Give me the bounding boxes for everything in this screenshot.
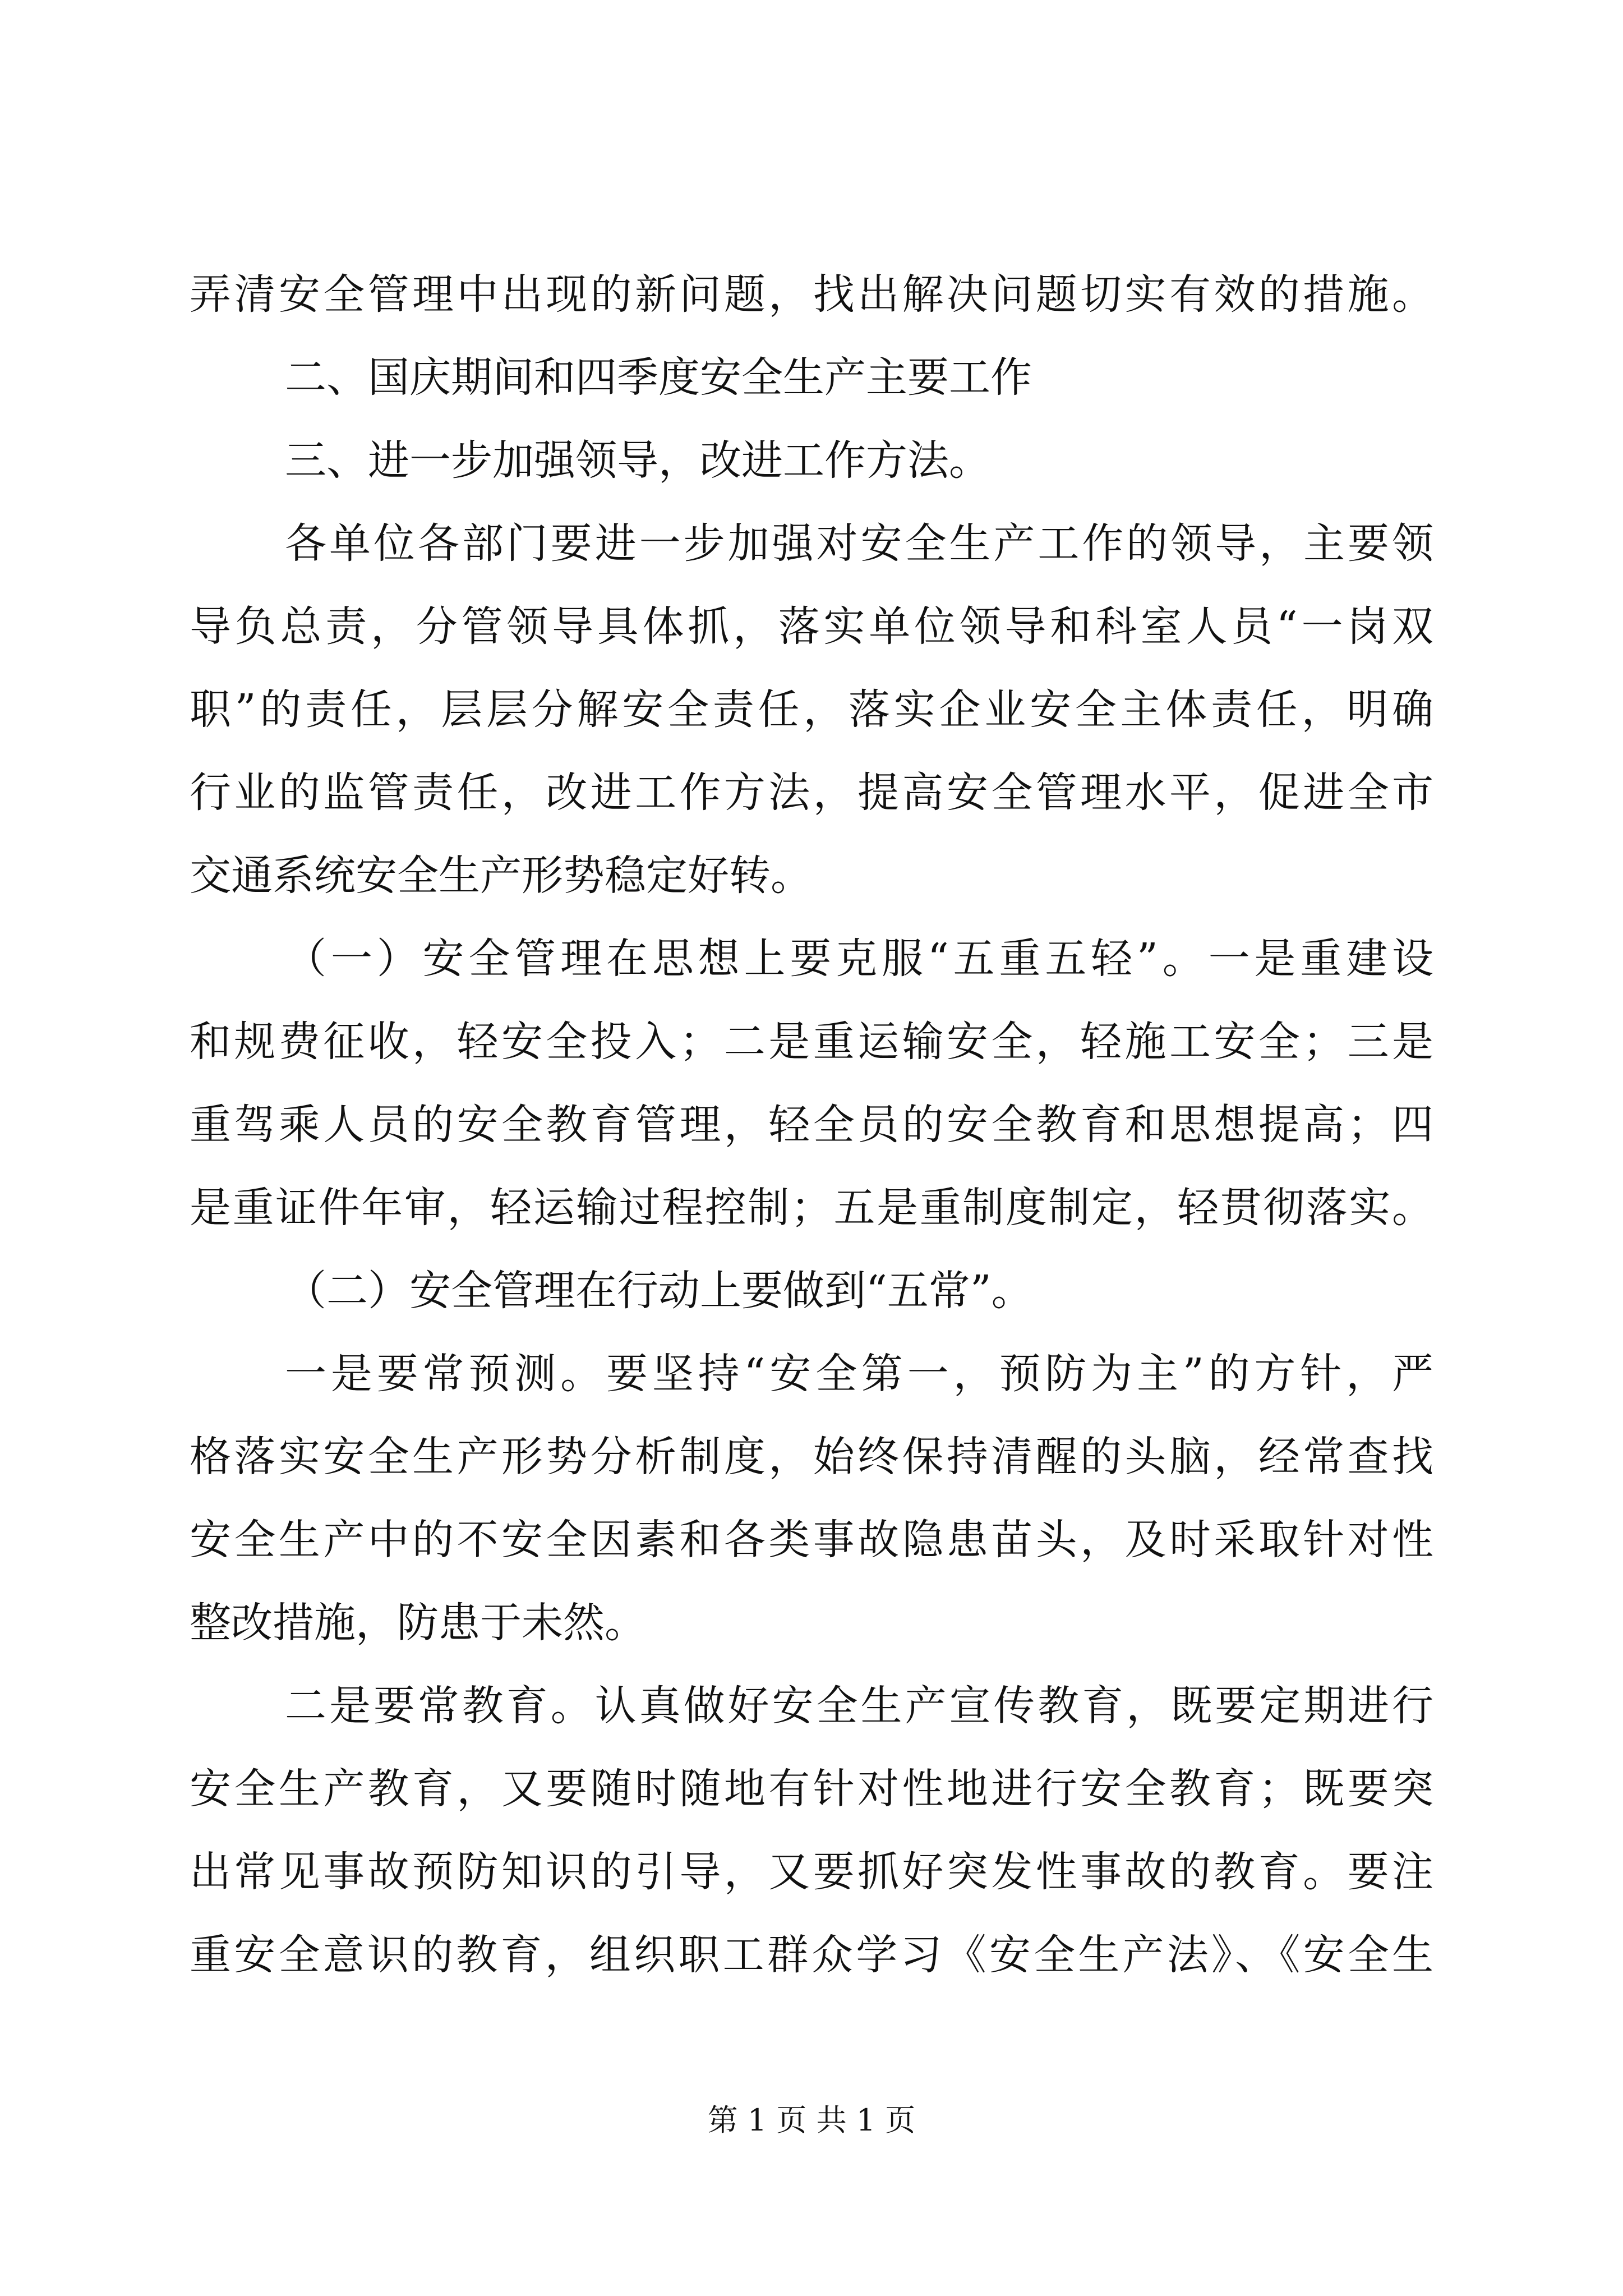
text-line: 导负总责，分管领导具体抓，落实单位领导和科室人员“一岗双 [190, 602, 1433, 651]
text-line: 交通系统安全生产形势稳定好转。 [190, 852, 812, 900]
text-line: （一）安全管理在思想上要克服“五重五轻”。一是重建设 [285, 935, 1433, 983]
text-line: 一是要常预测。要坚持“安全第一，预防为主”的方针，严 [285, 1350, 1433, 1398]
section-heading: 三、进一步加强领导，改进工作方法。 [285, 436, 990, 485]
text-line: 重安全意识的教育，组织职工群众学习《安全生产法》、《安全生 [190, 1931, 1433, 1979]
section-heading: （二）安全管理在行动上要做到“五常”。 [285, 1267, 1033, 1315]
section-heading: 二、国庆期间和四季度安全生产主要工作 [285, 353, 1032, 402]
page-footer: 第 1 页 共 1 页 [707, 2102, 916, 2138]
text-line: 安全生产教育，又要随时随地有针对性地进行安全教育；既要突 [190, 1765, 1433, 1813]
text-line: 职”的责任，层层分解安全责任，落实企业安全主体责任，明确 [190, 685, 1433, 734]
text-line: 格落实安全生产形势分析制度，始终保持清醒的头脑，经常查找 [190, 1433, 1433, 1481]
text-line: 整改措施，防患于未然。 [190, 1599, 646, 1647]
text-line: 是重证件年审，轻运输过程控制；五是重制度制定，轻贯彻落实。 [190, 1184, 1433, 1232]
text-line: 出常见事故预防知识的引导，又要抓好突发性事故的教育。要注 [190, 1848, 1433, 1896]
text-line: 弄清安全管理中出现的新问题，找出解决问题切实有效的措施。 [190, 270, 1433, 319]
text-line: 重驾乘人员的安全教育管理，轻全员的安全教育和思想提高；四 [190, 1101, 1433, 1149]
text-line: 各单位各部门要进一步加强对安全生产工作的领导，主要领 [285, 519, 1433, 568]
text-line: 二是要常教育。认真做好安全生产宣传教育，既要定期进行 [285, 1682, 1433, 1730]
text-line: 行业的监管责任，改进工作方法，提高安全管理水平，促进全市 [190, 769, 1433, 817]
text-line: 安全生产中的不安全因素和各类事故隐患苗头，及时采取针对性 [190, 1516, 1433, 1564]
text-line: 和规费征收，轻安全投入；二是重运输安全，轻施工安全；三是 [190, 1018, 1433, 1066]
